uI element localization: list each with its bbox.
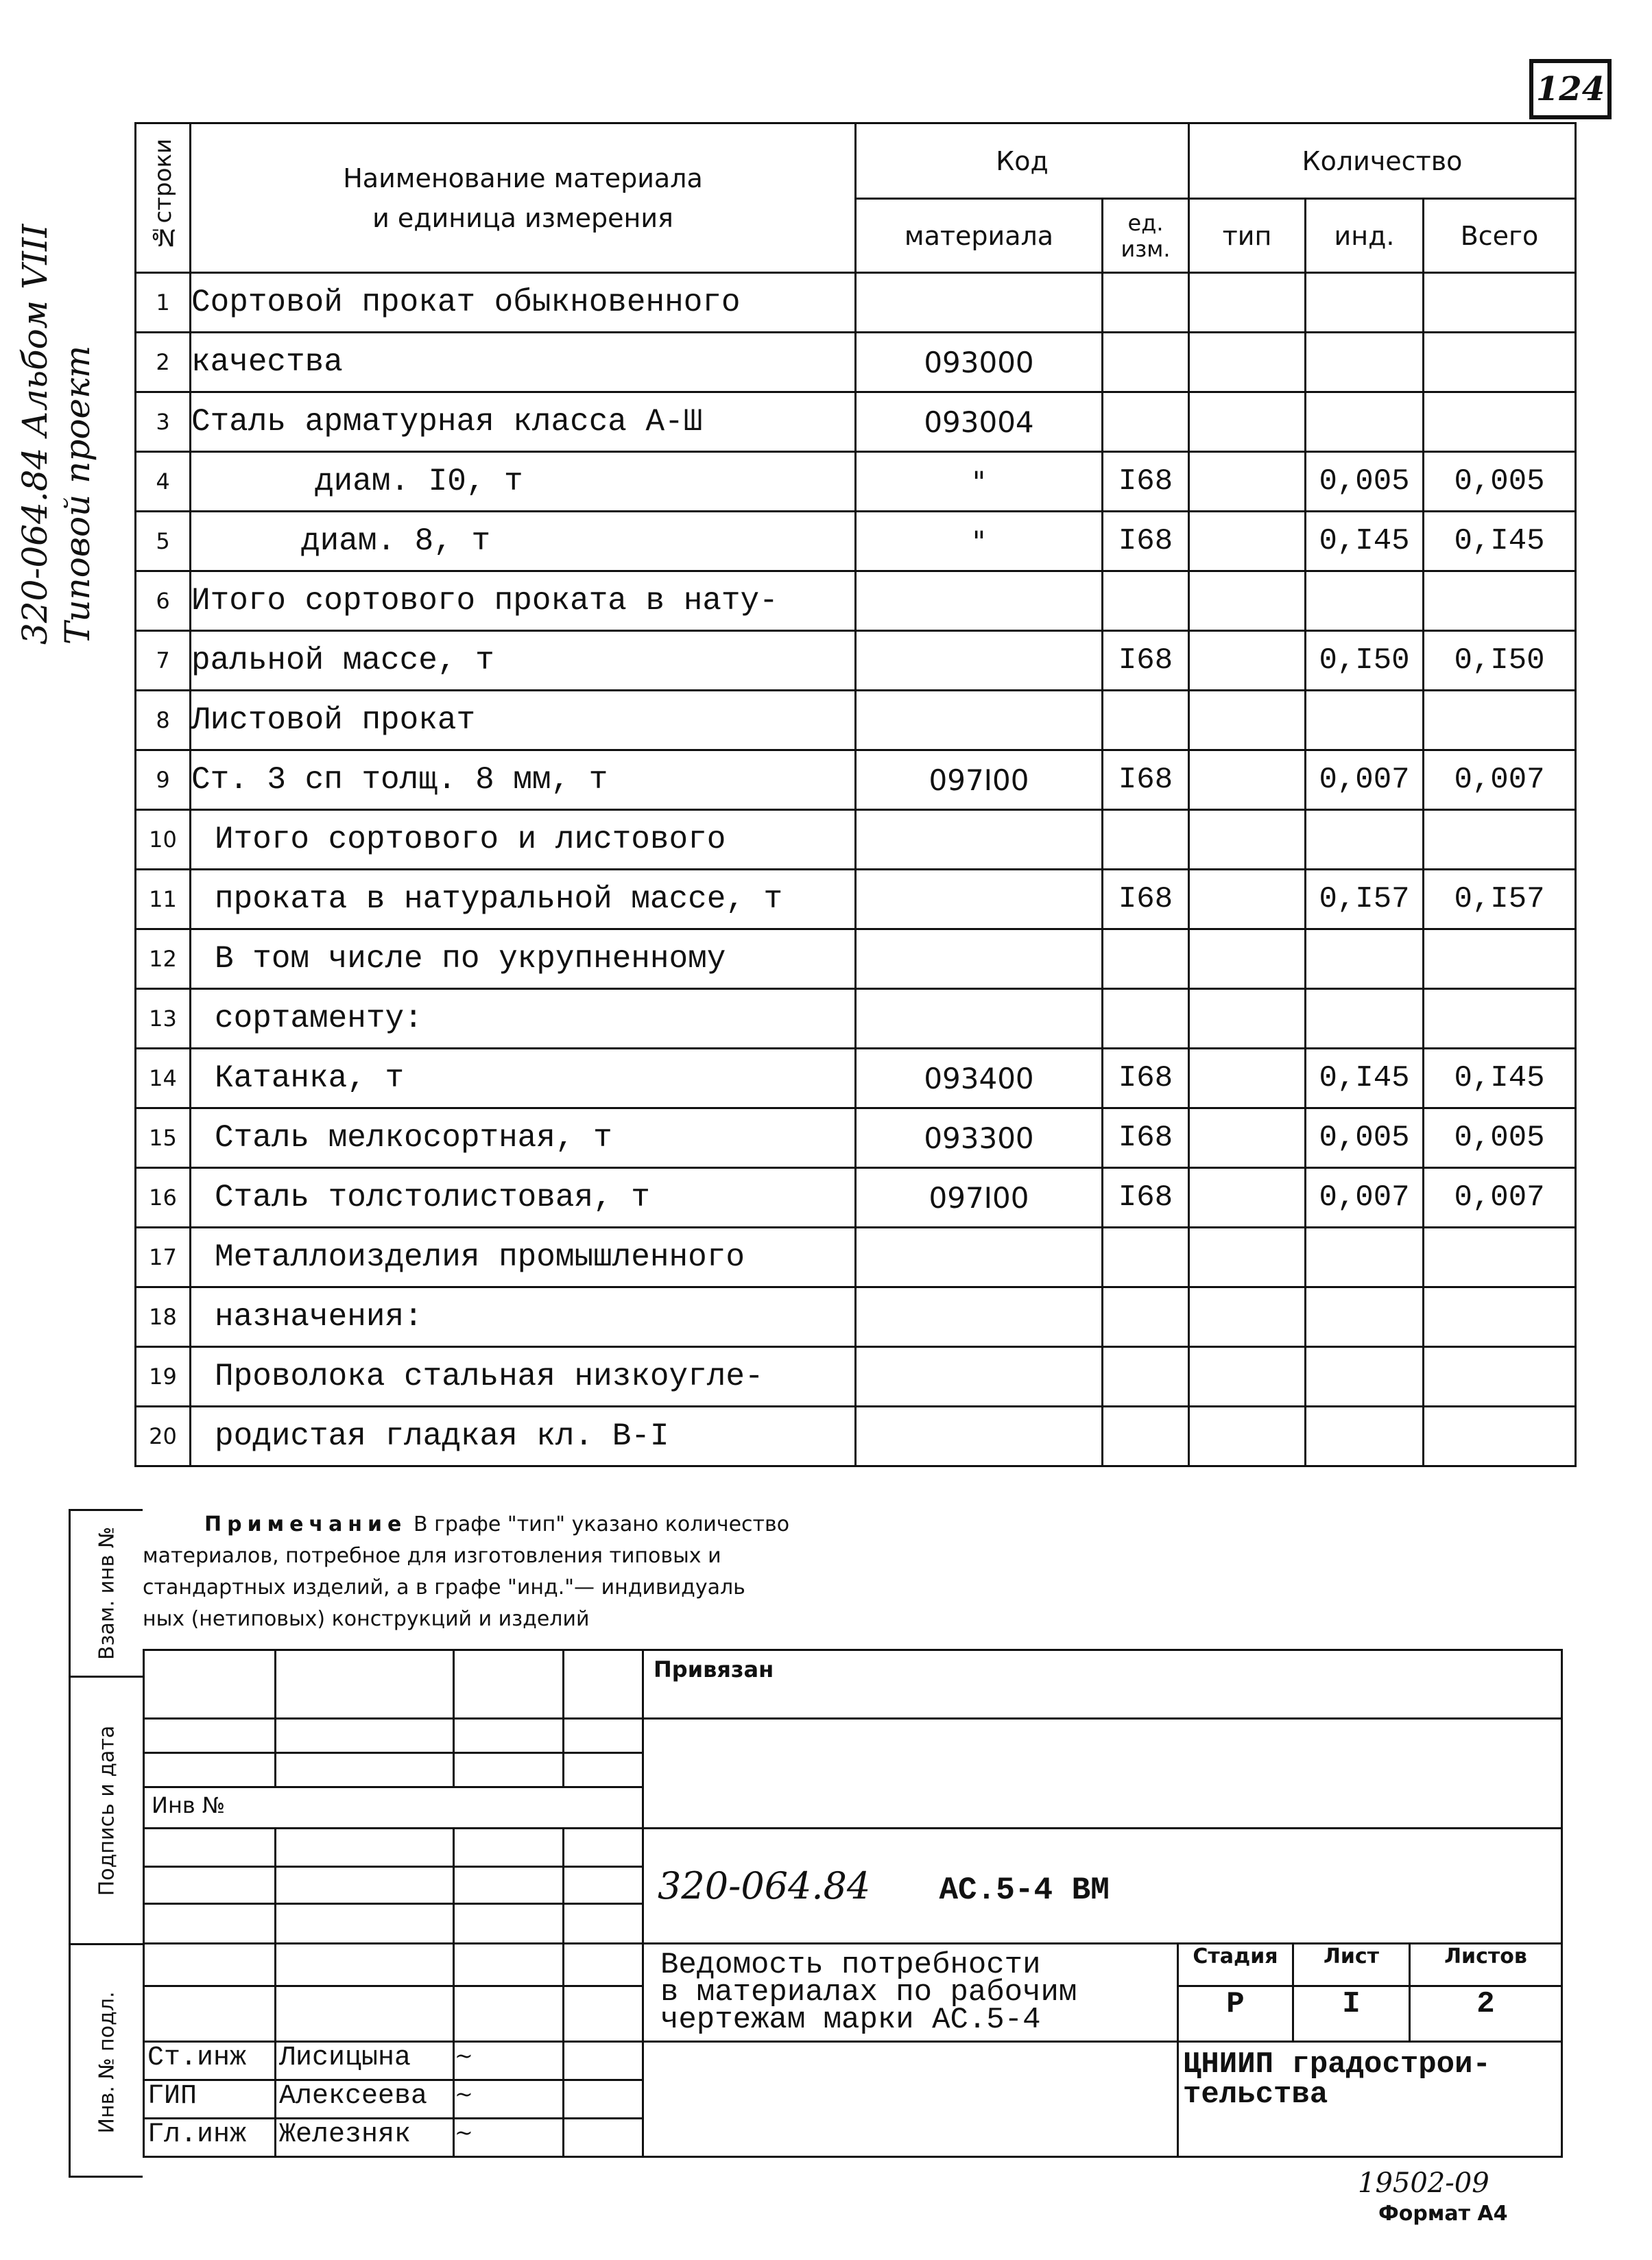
material-name: назначения: [191,1287,856,1347]
material-code [856,571,1103,631]
header-code-unit: ед. изм. [1103,199,1189,273]
qty-total [1424,571,1576,631]
row-number: 11 [136,870,191,929]
doc-title-line2: в материалах по рабочим [660,1975,1077,2010]
signature-2: ~ [454,2080,564,2119]
material-code [856,1287,1103,1347]
unit-code: I68 [1103,512,1189,571]
material-code: 093004 [856,392,1103,452]
name-2: Алексеева [276,2080,454,2119]
unit-code [1103,333,1189,392]
header-row-no: №строки [136,123,191,273]
name-3: Железняк [276,2119,454,2157]
qty-type [1189,810,1306,870]
side-title [14,0,117,645]
row-number: 7 [136,631,191,691]
doc-title-line3: чертежам марки АС.5-4 [660,2003,1041,2037]
doc-code-handwritten: 320-064.84 [658,1864,871,1907]
note-line4: ных (нетиповых) конструкций и изделий [143,1607,590,1631]
qty-total: 0,I45 [1424,512,1576,571]
qty-ind [1306,273,1424,333]
qty-type [1189,1108,1306,1168]
qty-ind [1306,691,1424,750]
table-row [136,1228,1576,1287]
table-row [136,392,1576,452]
note-line1: В графе "тип" указано количество [413,1512,790,1536]
qty-ind [1306,810,1424,870]
qty-total: 0,I50 [1424,631,1576,691]
row-number: 2 [136,333,191,392]
material-code: " [856,452,1103,512]
header-code: Код [856,123,1189,199]
table-row [136,273,1576,333]
row-number: 20 [136,1407,191,1466]
header-qty-ind: инд. [1306,199,1424,273]
row-number: 16 [136,1168,191,1228]
qty-type [1189,1049,1306,1108]
stage-label: Стадия [1178,1944,1293,1986]
material-name: Сталь мелкосортная, т [191,1108,856,1168]
qty-type [1189,750,1306,810]
header-qty-total: Всего [1424,199,1576,273]
material-name: сортаменту: [191,989,856,1049]
privyazan-label: Привязан [643,1650,1562,1719]
qty-total [1424,1287,1576,1347]
row-number: 19 [136,1347,191,1407]
table-row [136,1108,1576,1168]
qty-ind [1306,392,1424,452]
qty-type [1189,929,1306,989]
unit-code: I68 [1103,452,1189,512]
strip-podpis: Подпись и дата [71,1676,143,1943]
qty-total [1424,1228,1576,1287]
qty-ind: 0,007 [1306,750,1424,810]
role-3: Гл.инж [144,2119,276,2157]
table-row [136,1347,1576,1407]
row-number: 1 [136,273,191,333]
qty-total [1424,810,1576,870]
material-code [856,989,1103,1049]
table-row [136,870,1576,929]
qty-total [1424,333,1576,392]
material-name: диам. I0, т [191,452,856,512]
table-row [136,1168,1576,1228]
unit-code: I68 [1103,631,1189,691]
qty-type [1189,1287,1306,1347]
qty-ind: 0,005 [1306,1108,1424,1168]
qty-type [1189,571,1306,631]
qty-type [1189,1347,1306,1407]
name-1: Лисицына [276,2042,454,2080]
material-code [856,1407,1103,1466]
material-name: ральной массе, т [191,631,856,691]
qty-total [1424,273,1576,333]
qty-ind: 0,I57 [1306,870,1424,929]
role-1: Ст.инж [144,2042,276,2080]
material-code [856,929,1103,989]
header-quantity: Количество [1189,123,1576,199]
qty-type [1189,512,1306,571]
header-qty-type: тип [1189,199,1306,273]
qty-ind [1306,1228,1424,1287]
qty-total: 0,I57 [1424,870,1576,929]
unit-code [1103,1287,1189,1347]
table-row [136,750,1576,810]
note-line2: материалов, потребное для изготовления типовых и [143,1544,721,1568]
unit-code: I68 [1103,870,1189,929]
material-name: Сортовой прокат обыкновенного [191,273,856,333]
material-code: 097I00 [856,1168,1103,1228]
unit-code [1103,810,1189,870]
qty-ind [1306,1407,1424,1466]
material-code [856,810,1103,870]
table-row [136,452,1576,512]
format-label: Формат А4 [1378,2202,1508,2226]
table-row [136,1287,1576,1347]
table-row [136,810,1576,870]
material-code [856,691,1103,750]
material-name: В том числе по укрупненному [191,929,856,989]
qty-type [1189,1168,1306,1228]
org-line2: тельства [1183,2078,1328,2112]
unit-code [1103,691,1189,750]
material-code [856,1347,1103,1407]
unit-code [1103,989,1189,1049]
qty-total [1424,691,1576,750]
materials-table [134,122,1577,1467]
unit-code: I68 [1103,1049,1189,1108]
row-number: 8 [136,691,191,750]
row-number: 13 [136,989,191,1049]
qty-type [1189,392,1306,452]
table-row [136,333,1576,392]
qty-ind [1306,929,1424,989]
doc-title [643,1944,1178,2042]
unit-code [1103,1347,1189,1407]
qty-total: 0,005 [1424,452,1576,512]
sheets-label: Листов [1410,1944,1562,1986]
unit-code: I68 [1103,750,1189,810]
table-row [136,571,1576,631]
qty-ind: 0,I50 [1306,631,1424,691]
unit-code [1103,392,1189,452]
qty-total [1424,392,1576,452]
left-strip [69,1509,143,2178]
qty-total [1424,1407,1576,1466]
doc-title-line1: Ведомость потребности [660,1948,1041,1982]
qty-ind: 0,005 [1306,452,1424,512]
title-block [143,1649,1563,2158]
header-name-line2: и единица измерения [372,202,673,233]
row-number: 15 [136,1108,191,1168]
table-row [136,929,1576,989]
side-title-line1: 320-064.84 Альбом VIII [15,224,55,645]
qty-total: 0,007 [1424,1168,1576,1228]
table-row [136,691,1576,750]
note-line3: стандартных изделий, а в графе "инд."— индивидуаль [143,1575,745,1599]
material-name: проката в натуральной массе, т [191,870,856,929]
unit-code [1103,1407,1189,1466]
table-row [136,1407,1576,1466]
qty-type [1189,273,1306,333]
material-code: 093400 [856,1049,1103,1108]
row-number: 14 [136,1049,191,1108]
row-number: 18 [136,1287,191,1347]
qty-total [1424,1347,1576,1407]
qty-total: 0,005 [1424,1108,1576,1168]
unit-code [1103,929,1189,989]
qty-ind: 0,I45 [1306,512,1424,571]
table-row [136,512,1576,571]
row-number: 17 [136,1228,191,1287]
qty-ind: 0,007 [1306,1168,1424,1228]
qty-ind [1306,989,1424,1049]
unit-code [1103,1228,1189,1287]
material-name: Ст. 3 сп толщ. 8 мм, т [191,750,856,810]
row-number: 3 [136,392,191,452]
unit-code [1103,273,1189,333]
unit-code [1103,571,1189,631]
material-name: Металлоизделия промышленного [191,1228,856,1287]
material-code [856,1228,1103,1287]
doc-mark: АС.5-4 ВМ [939,1872,1110,1908]
qty-type [1189,1228,1306,1287]
qty-ind [1306,571,1424,631]
sheet-value: I [1293,1986,1410,2042]
sheets-value: 2 [1410,1986,1562,2042]
qty-type [1189,1407,1306,1466]
material-name: Сталь арматурная класса А-Ш [191,392,856,452]
page-number: 124 [1529,59,1612,119]
sheet-label: Лист [1293,1944,1410,1986]
row-number: 4 [136,452,191,512]
material-name: качества [191,333,856,392]
header-name-line1: Наименование материала [343,163,703,193]
doc-code-cell [643,1829,1562,1944]
row-number: 6 [136,571,191,631]
qty-type [1189,870,1306,929]
qty-total: 0,007 [1424,750,1576,810]
table-row [136,631,1576,691]
header-name [191,123,856,273]
qty-ind [1306,1287,1424,1347]
header-code-material: материала [856,199,1103,273]
material-name: Сталь толстолистовая, т [191,1168,856,1228]
material-code [856,631,1103,691]
org-line1: ЦНИИП градострои- [1183,2047,1491,2082]
organization [1178,2042,1562,2157]
qty-ind: 0,I45 [1306,1049,1424,1108]
material-name: диам. 8, т [191,512,856,571]
unit-code: I68 [1103,1168,1189,1228]
table-row [136,1049,1576,1108]
row-number: 5 [136,512,191,571]
strip-inv-podl: Инв. № подл. [71,1943,143,2180]
table-row [136,989,1576,1049]
row-number: 10 [136,810,191,870]
inv-no-label: Инв № [144,1787,643,1829]
qty-total: 0,I45 [1424,1049,1576,1108]
qty-type [1189,452,1306,512]
footer-number: 19502-09 [1358,2167,1489,2199]
strip-vzam: Взам. инв № [95,1526,119,1661]
qty-total [1424,989,1576,1049]
qty-total [1424,929,1576,989]
material-name: Листовой прокат [191,691,856,750]
material-code [856,273,1103,333]
material-code: " [856,512,1103,571]
qty-type [1189,333,1306,392]
role-2: ГИП [144,2080,276,2119]
material-code: 097I00 [856,750,1103,810]
row-number: 9 [136,750,191,810]
material-code: 093300 [856,1108,1103,1168]
material-name: Итого сортового проката в нату- [191,571,856,631]
stage-value: Р [1178,1986,1293,2042]
qty-type [1189,631,1306,691]
material-name: Катанка, т [191,1049,856,1108]
material-code: 093000 [856,333,1103,392]
note [143,1509,966,1635]
qty-type [1189,691,1306,750]
signature-1: ~ [454,2042,564,2080]
row-number: 12 [136,929,191,989]
note-label: Примечание [204,1512,407,1536]
material-name: родистая гладкая кл. В-I [191,1407,856,1466]
side-title-line2: Типовой проект [58,345,97,645]
unit-code: I68 [1103,1108,1189,1168]
material-name: Проволока стальная низкоугле- [191,1347,856,1407]
signature-3: ~ [454,2119,564,2157]
material-code [856,870,1103,929]
qty-ind [1306,1347,1424,1407]
material-name: Итого сортового и листового [191,810,856,870]
qty-type [1189,989,1306,1049]
qty-ind [1306,333,1424,392]
